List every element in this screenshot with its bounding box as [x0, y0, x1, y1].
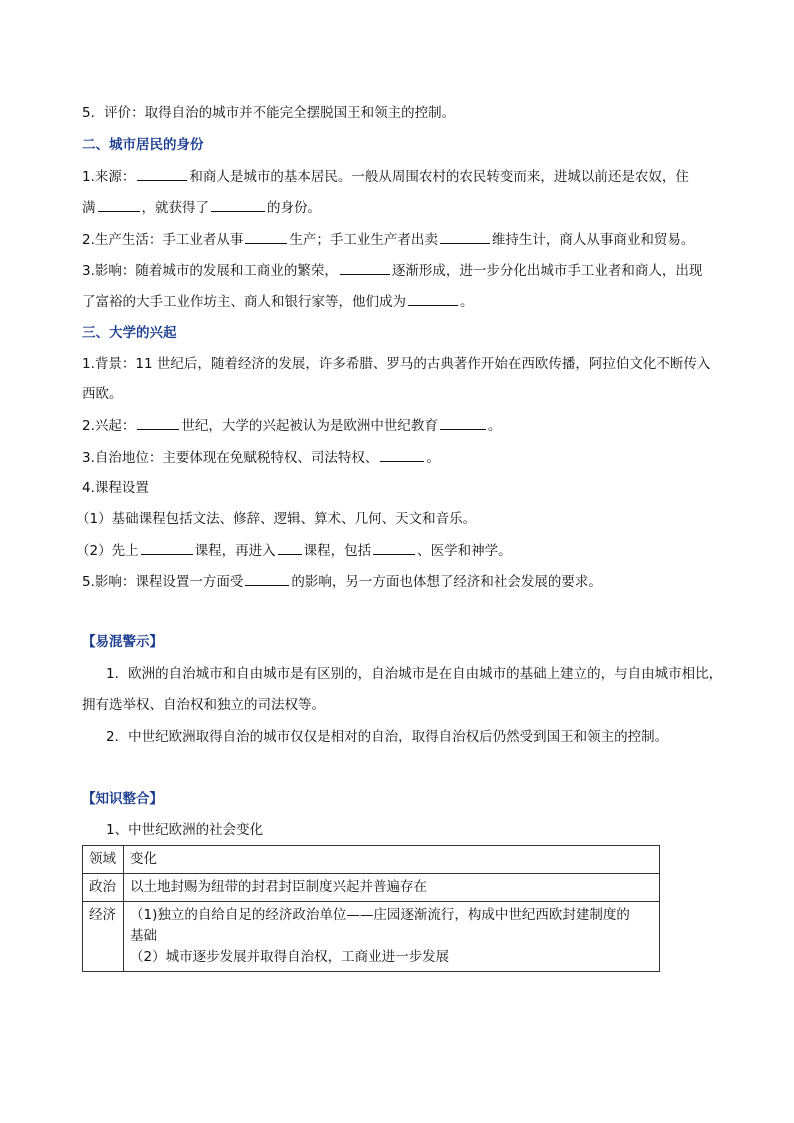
university-curriculum-basic: （1）基础课程包括文法、修辞、逻辑、算术、几何、天文和音乐。 [76, 511, 477, 527]
table-header-cell: 领域 [83, 846, 124, 874]
section-heading-residents: 二、城市居民的身份 [82, 137, 204, 153]
table-cell [124, 902, 660, 972]
warning-heading: 【易混警示】 [82, 634, 163, 650]
economy-point1-cont: 基础 [130, 928, 157, 944]
residents-production: 2.生产生活：手工业者从事 生产；手工业生产者出卖 维持生计，商人从事商业和贸易。 [82, 229, 722, 250]
university-curriculum-title: 4.课程设置 [82, 480, 149, 496]
knowledge-subtitle: 1、中世纪欧洲的社会变化 [106, 822, 264, 838]
fill-blank [373, 540, 415, 555]
fill-blank [440, 229, 490, 244]
warning-point1-line1: 1．欧洲的自治城市和自由城市是有区别的，自治城市是在自由城市的基础上建立的，与自由城市相比， [106, 666, 723, 682]
table-row [83, 846, 660, 874]
fill-blank [440, 415, 486, 430]
table-cell: 以土地封赐为纽带的封君封臣制度兴起并普遍存在 [124, 874, 660, 902]
university-autonomy: 3.自治地位：主要体现在免赋税特权、司法特权、 。 [82, 447, 722, 468]
fill-blank [380, 447, 424, 462]
fill-blank [137, 166, 187, 181]
fill-blank [340, 260, 390, 275]
residents-impact-line1: 3.影响：随着城市的发展和工商业的繁荣， 逐渐形成，进一步分化出城市手工业者和商人，出现 [82, 260, 722, 281]
fill-blank [137, 415, 179, 430]
fill-blank [245, 229, 287, 244]
economy-point1: （1)独立的自给自足的经济政治单位——庄园逐渐流行，构成中世纪西欧封建制度的 [130, 907, 630, 923]
table-row [83, 902, 660, 972]
university-background-line1: 1.背景：11 世纪后，随着经济的发展，许多希腊、罗马的古典著作开始在西欧传播，阿拉伯文化不断传入 [82, 356, 711, 372]
fill-blank [245, 571, 289, 586]
social-change-table [82, 845, 660, 972]
residents-origin-line1: 1.来源： 和商人是城市的基本居民。一般从周围农村的农民转变而来，进城以前还是农奴，住 [82, 166, 722, 187]
university-background-line2: 西欧。 [82, 386, 123, 402]
warning-point1-line2: 拥有选举权、自治权和独立的司法权等。 [82, 697, 325, 713]
table-row [83, 874, 660, 902]
university-curriculum-advanced: （2）先上 课程，再进入 课程，包括 、医学和神学。 [76, 540, 716, 561]
fill-blank [141, 540, 193, 555]
university-rise: 2.兴起： 世纪，大学的兴起被认为是欧洲中世纪教育 。 [82, 415, 722, 436]
section-heading-university: 三、大学的兴起 [82, 325, 177, 341]
table-cell: 经济 [83, 902, 124, 972]
evaluation-item: 5．评价：取得自治的城市并不能完全摆脱国王和领主的控制。 [82, 105, 456, 121]
table-cell: 政治 [83, 874, 124, 902]
fill-blank [211, 197, 265, 212]
fill-blank [98, 197, 140, 212]
fill-blank [408, 291, 458, 306]
fill-blank [278, 540, 302, 555]
knowledge-heading: 【知识整合】 [82, 791, 163, 807]
residents-origin-line2: 满 ，就获得了 的身份。 [82, 197, 722, 218]
warning-point2: 2．中世纪欧洲取得自治的城市仅仅是相对的自治，取得自治权后仍然受到国王和领主的控制。 [106, 729, 669, 745]
residents-impact-line2: 了富裕的大手工业作坊主、商人和银行家等，他们成为 。 [82, 291, 722, 312]
table-header-cell: 变化 [124, 846, 660, 874]
economy-point2: （2）城市逐步发展并取得自治权，工商业进一步发展 [130, 949, 450, 965]
university-impact: 5.影响：课程设置一方面受 的影响，另一方面也体想了经济和社会发展的要求。 [82, 571, 722, 592]
